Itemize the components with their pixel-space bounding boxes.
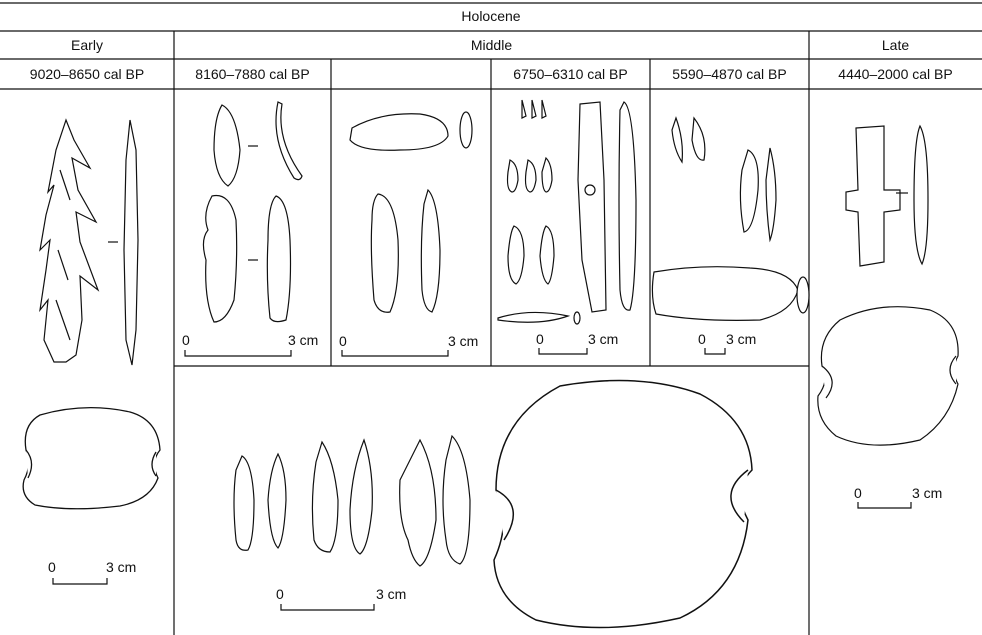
period-late: 4440–2000 cal BP (838, 66, 953, 82)
scale-zero-label: 0 (698, 331, 706, 347)
middle4-artifacts-drawing (652, 118, 809, 320)
scale-zero-label: 0 (339, 333, 347, 349)
scale-length-label: 3 cm (376, 586, 407, 602)
scale-zero-label: 0 (182, 332, 190, 348)
stage-late: Late (881, 37, 910, 53)
epoch-header: Holocene (461, 8, 521, 24)
middle-bottom-points-drawing (234, 436, 470, 566)
scale-length-label: 3 cm (106, 559, 137, 575)
scale-bars (53, 348, 911, 610)
period-middle-1: 8160–7880 cal BP (195, 66, 310, 82)
period-middle-3: 6750–6310 cal BP (513, 66, 628, 82)
late-artifacts-drawing (818, 126, 958, 445)
harpoon-point-drawing (40, 120, 138, 365)
scale-length-label: 3 cm (288, 332, 319, 348)
middle3-artifacts-drawing (498, 100, 636, 324)
scale-length-label: 3 cm (912, 485, 943, 501)
middle1-artifacts-drawing (203, 102, 302, 322)
large-notched-pebble-drawing (494, 381, 752, 628)
middle2-artifacts-drawing (350, 112, 472, 312)
scale-zero-label: 0 (48, 559, 56, 575)
period-early: 9020–8650 cal BP (29, 66, 145, 82)
scale-zero-label: 0 (276, 586, 284, 602)
table-grid-lines (0, 3, 982, 635)
scale-length-label: 3 cm (588, 331, 619, 347)
period-middle-4: 5590–4870 cal BP (672, 66, 787, 82)
scale-zero-label: 0 (536, 331, 544, 347)
scale-length-label: 3 cm (726, 331, 757, 347)
stage-middle: Middle (470, 37, 513, 53)
stage-early: Early (71, 37, 103, 53)
scale-zero-label: 0 (854, 485, 862, 501)
scale-length-label: 3 cm (448, 333, 479, 349)
notched-pebble-drawing (23, 408, 160, 509)
